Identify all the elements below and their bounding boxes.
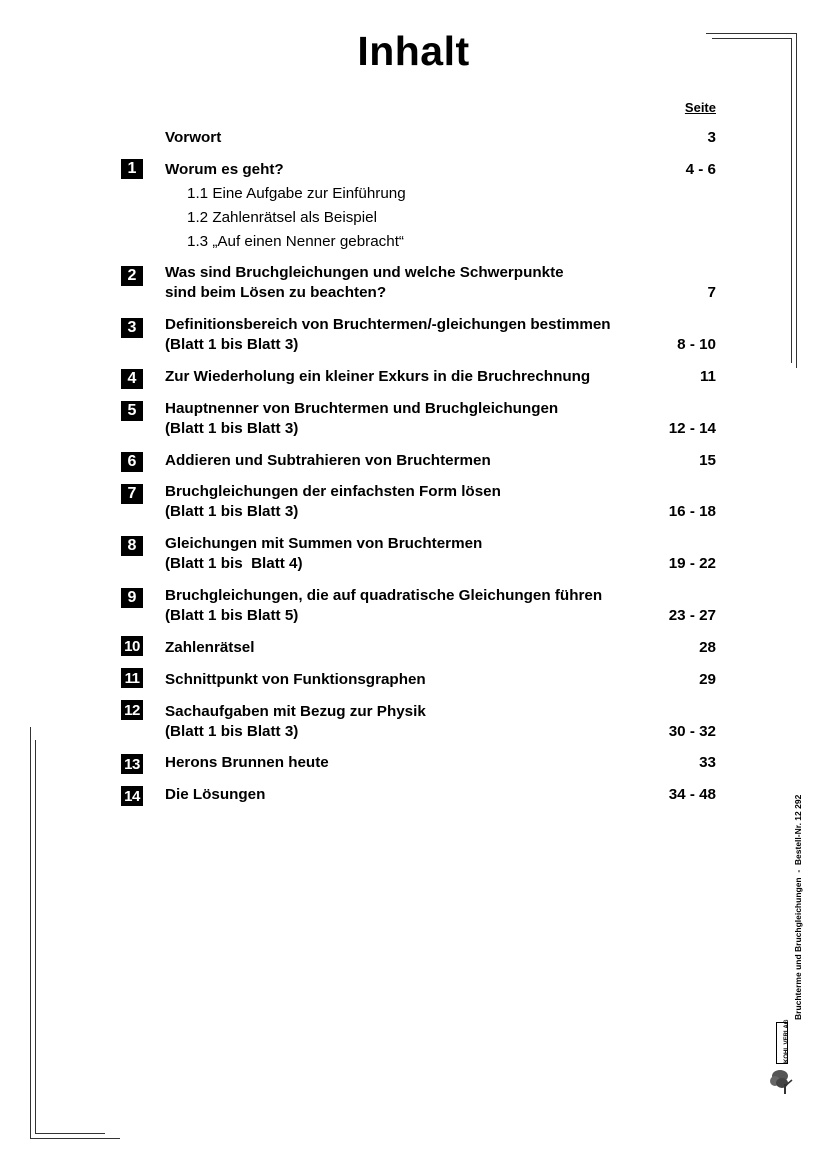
toc-entry-page: 19 - 22: [668, 555, 716, 572]
chapter-number: 4: [121, 369, 143, 389]
toc-entry-title-line2: sind beim Lösen zu beachten?: [165, 284, 387, 301]
chapter-number: 1: [121, 159, 143, 179]
frame-line: [791, 38, 792, 363]
toc-entry-page: 29: [699, 671, 716, 688]
chapter-number: 7: [121, 484, 143, 504]
frame-line: [35, 740, 36, 1134]
frame-line: [796, 33, 797, 368]
toc-entry-page: 12 - 14: [668, 420, 716, 437]
chapter-number: 14: [121, 786, 143, 806]
toc-entry-page: 3: [707, 129, 716, 146]
toc-entry-title: Gleichungen mit Summen von Bruchtermen: [165, 535, 483, 552]
toc-entry-title-line2: (Blatt 1 bis Blatt 4): [165, 555, 303, 572]
frame-line: [30, 1138, 120, 1139]
frame-line: [712, 38, 792, 39]
toc-entry-title-line2: (Blatt 1 bis Blatt 3): [165, 420, 299, 437]
chapter-number: 13: [121, 754, 143, 774]
page-title: Inhalt: [357, 28, 470, 74]
toc-entry-title: Worum es geht?: [165, 161, 284, 178]
chapter-number: 12: [121, 700, 143, 720]
page-column-header: Seite: [684, 100, 716, 115]
frame-line: [30, 727, 31, 1139]
publisher-logo-text: KOHL VERLAG: [784, 1019, 790, 1063]
toc-entry-title-line2: (Blatt 1 bis Blatt 3): [165, 723, 299, 740]
order-number-side-text: Bruchterme und Bruchgleichungen - Bestell-Nr. 12 292: [793, 794, 803, 1020]
toc-subentry: 1.2 Zahlenrätsel als Beispiel: [187, 209, 377, 226]
chapter-number: 5: [121, 401, 143, 421]
toc-entry-title: Herons Brunnen heute: [165, 754, 329, 771]
toc-entry-title: Sachaufgaben mit Bezug zur Physik: [165, 703, 426, 720]
toc-entry-page: 30 - 32: [668, 723, 716, 740]
toc-entry-page: 15: [699, 452, 716, 469]
toc-entry-page: 7: [707, 284, 716, 301]
toc-entry-title: Zur Wiederholung ein kleiner Exkurs in die Bruchrechnung: [165, 368, 591, 385]
toc-entry-title: Zahlenrätsel: [165, 639, 255, 656]
chapter-number: 2: [121, 266, 143, 286]
toc-entry-page: 33: [699, 754, 716, 771]
toc-entry-title: Hauptnenner von Bruchtermen und Bruchgleichungen: [165, 400, 559, 417]
toc-entry-title-line2: (Blatt 1 bis Blatt 3): [165, 336, 299, 353]
toc-entry-page: 23 - 27: [668, 607, 716, 624]
toc-entry-page: 34 - 48: [668, 786, 716, 803]
frame-line: [35, 1133, 105, 1134]
toc-entry-page: 11: [699, 368, 716, 385]
toc-entry-title: Was sind Bruchgleichungen und welche Schwerpunkte: [165, 264, 564, 281]
toc-subentry: 1.1 Eine Aufgabe zur Einführung: [187, 185, 406, 202]
toc-entry-title: Vorwort: [165, 129, 222, 146]
toc-entry-title-line2: (Blatt 1 bis Blatt 5): [165, 607, 299, 624]
tree-logo-icon: [768, 1066, 796, 1096]
toc-entry-title: Addieren und Subtrahieren von Bruchtermen: [165, 452, 491, 469]
chapter-number: 10: [121, 636, 143, 656]
chapter-number: 11: [121, 668, 143, 688]
toc-entry-title: Bruchgleichungen, die auf quadratische Gleichungen führen: [165, 587, 603, 604]
toc-entry-title: Schnittpunkt von Funktionsgraphen: [165, 671, 426, 688]
toc-entry-page: 16 - 18: [668, 503, 716, 520]
toc-entry-title-line2: (Blatt 1 bis Blatt 3): [165, 503, 299, 520]
publisher-logo: [776, 1019, 790, 1064]
chapter-number: 9: [121, 588, 143, 608]
chapter-number: 3: [121, 318, 143, 338]
frame-line: [706, 33, 796, 34]
toc-entry-title: Bruchgleichungen der einfachsten Form lösen: [165, 483, 501, 500]
toc-entry-page: 8 - 10: [677, 336, 716, 353]
toc-entry-title: Definitionsbereich von Bruchtermen/-gleichungen bestimmen: [165, 316, 611, 333]
toc-entry-page: 4 - 6: [685, 161, 716, 178]
toc-entry-page: 28: [699, 639, 716, 656]
chapter-number: 6: [121, 452, 143, 472]
chapter-number: 8: [121, 536, 143, 556]
toc-subentry: 1.3 „Auf einen Nenner gebracht“: [187, 233, 404, 250]
toc-entry-title: Die Lösungen: [165, 786, 266, 803]
